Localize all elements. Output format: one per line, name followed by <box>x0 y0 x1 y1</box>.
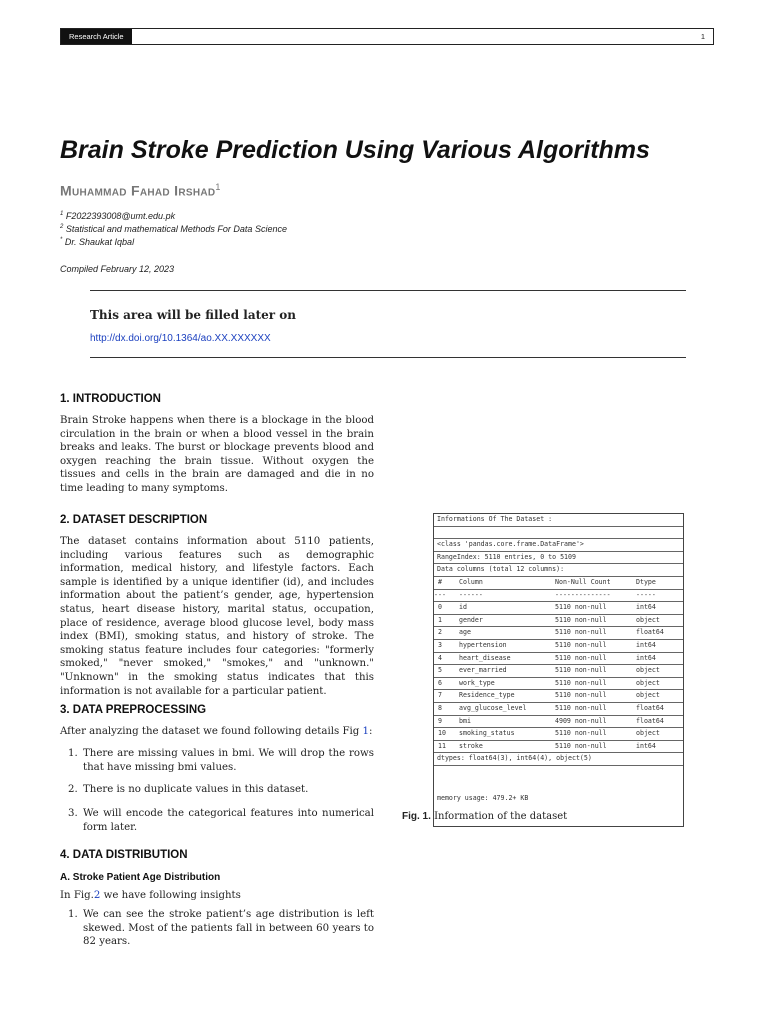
table-cell: 5110 non-null <box>555 678 607 687</box>
table-row <box>434 615 683 628</box>
table-cell: age <box>459 628 471 637</box>
distribution-intro <box>60 889 374 903</box>
dash-cell: -------------- <box>555 590 611 599</box>
list-item-text: There is no duplicate values in this dataset. <box>83 784 309 795</box>
table-row <box>434 678 683 691</box>
distribution-intro-text: In Fig. <box>60 890 94 901</box>
section-heading-dataset: 2. DATASET DESCRIPTION <box>60 514 208 526</box>
header-index: # <box>438 577 442 586</box>
table-cell: float64 <box>636 716 664 725</box>
table-cell: 5110 non-null <box>555 615 607 624</box>
table-row <box>434 728 683 741</box>
table-cell: 5110 non-null <box>555 666 607 675</box>
distribution-intro-end: we have following insights <box>100 890 241 901</box>
table-cell: 6 <box>438 678 442 687</box>
list-item <box>68 747 374 774</box>
table-cell: 4909 non-null <box>555 716 607 725</box>
table-cell: gender <box>459 615 483 624</box>
table-cell: heart_disease <box>459 653 511 662</box>
table-dash-row <box>434 590 683 603</box>
table-memory-line: memory usage: 479.2+ KB <box>437 793 529 802</box>
table-cell: 5 <box>438 666 442 675</box>
abstract-top-rule <box>90 290 686 291</box>
table-class-line: <class 'pandas.core.frame.DataFrame'> <box>434 539 683 552</box>
affiliation-1 <box>60 211 175 221</box>
table-dtypes-line: dtypes: float64(3), int64(4), object(5) <box>434 753 683 766</box>
table-cell: 5110 non-null <box>555 703 607 712</box>
list-item <box>68 807 374 834</box>
table-cell: object <box>636 666 660 675</box>
list-item <box>68 783 374 797</box>
table-cell: 5110 non-null <box>555 653 607 662</box>
table-cell: 7 <box>438 691 442 700</box>
dataset-paragraph: The dataset contains information about 5110 patients, including various features such as demographic information, medical history, and lifestyle factors. Each sample is identified by a unique identifier (id), and includes information about the patient’s gender, age, hypertension status, heart disease history, marital status, occupation, place of residence, average blood glucose level, body mass index (BMI), smoking status, and history of stroke. The smoking status feature includes four categories: "formerly smoked," "never smoked," "smokes," and "unknown." "Unknown" in the smoking status indicates that this information is not available for a particular patient. <box>60 536 374 697</box>
affiliation-2-sup: 2 <box>60 224 64 230</box>
abstract-bottom-rule <box>90 357 686 358</box>
header-non-null: Non-Null Count <box>555 577 611 586</box>
table-cell: 4 <box>438 653 442 662</box>
table-row <box>434 703 683 716</box>
table-cell: 11 <box>438 741 446 750</box>
author-sup: 1 <box>215 182 221 192</box>
subsection-heading-age: A. Stroke Patient Age Distribution <box>60 872 221 883</box>
affiliation-2 <box>60 224 287 234</box>
table-row <box>434 627 683 640</box>
dash-cell: ----- <box>636 590 656 599</box>
table-cell: id <box>459 603 467 612</box>
dash-cell: --- <box>434 590 446 599</box>
table-cell: float64 <box>636 703 664 712</box>
compiled-date: Compiled February 12, 2023 <box>60 264 175 274</box>
table-cell: int64 <box>636 640 656 649</box>
table-cell: 1 <box>438 615 442 624</box>
section-heading-distribution: 4. DATA DISTRIBUTION <box>60 849 188 861</box>
preprocessing-intro <box>60 725 374 739</box>
affiliation-3 <box>60 237 134 247</box>
affiliation-1-sup: 1 <box>60 211 64 217</box>
table-cell: stroke <box>459 741 483 750</box>
table-cell: 5110 non-null <box>555 691 607 700</box>
figure-1-label: Fig. 1. <box>402 811 431 822</box>
table-columns-line: Data columns (total 12 columns): <box>434 564 683 577</box>
table-row <box>434 741 683 754</box>
table-row <box>434 716 683 729</box>
table-cell: hypertension <box>459 640 507 649</box>
list-number: 2. <box>68 784 78 795</box>
header-dtype: Dtype <box>636 577 656 586</box>
header-column: Column <box>459 577 483 586</box>
list-item-text: We can see the stroke patient’s age distribution is left skewed. Most of the patients fall in between 60 years to 82 years. <box>83 909 374 948</box>
introduction-paragraph: Brain Stroke happens when there is a blockage in the blood circulation in the brain or when a blood vessel in the brain breaks and leaks. The burst or blockage prevents blood and oxygen reaching the brain tissue. Without oxygen the tissues and cells in the brain are damaged and die in no time leading to many symptoms. <box>60 415 374 494</box>
table-row <box>434 602 683 615</box>
table-range-line: RangeIndex: 5110 entries, 0 to 5109 <box>434 552 683 565</box>
table-cell: 5110 non-null <box>555 628 607 637</box>
table-row <box>434 640 683 653</box>
abstract-title: This area will be filled later on <box>90 308 297 322</box>
list-number: 1. <box>68 909 78 920</box>
affiliation-3-text: Dr. Shaukat Iqbal <box>64 237 135 247</box>
table-cell: work_type <box>459 678 495 687</box>
figure-1-caption <box>402 811 567 822</box>
section-heading-introduction: 1. INTRODUCTION <box>60 393 161 405</box>
figure-2-reference[interactable]: 2 <box>93 890 101 901</box>
section-heading-preprocessing: 3. DATA PREPROCESSING <box>60 704 207 716</box>
table-cell: ever_married <box>459 666 507 675</box>
affiliation-2-text: Statistical and mathematical Methods For Data Science <box>65 224 287 234</box>
figure-1-reference[interactable]: 1 <box>362 726 370 737</box>
table-cell: Residence_type <box>459 691 515 700</box>
header-bar <box>60 28 714 45</box>
list-item-text: We will encode the categorical features into numerical form later. <box>83 808 374 833</box>
table-cell: bmi <box>459 716 471 725</box>
table-row <box>434 653 683 666</box>
dataset-info-table <box>430 513 684 827</box>
page-number: 1 <box>700 32 705 41</box>
table-cell: 5110 non-null <box>555 741 607 750</box>
table-cell: int64 <box>636 741 656 750</box>
list-item <box>68 908 374 949</box>
table-body <box>434 602 683 753</box>
table-blank-line <box>434 527 683 540</box>
table-row <box>434 690 683 703</box>
list-number: 3. <box>68 808 78 819</box>
table-cell: 3 <box>438 640 442 649</box>
preprocessing-intro-text: After analyzing the dataset we found following details Fig <box>60 726 363 737</box>
list-number: 1. <box>68 748 78 759</box>
table-cell: 2 <box>438 628 442 637</box>
table-row <box>434 665 683 678</box>
table-cell: 5110 non-null <box>555 729 607 738</box>
table-cell: 10 <box>438 729 446 738</box>
table-cell: object <box>636 691 660 700</box>
table-cell: smoking_status <box>459 729 515 738</box>
table-cell: 0 <box>438 603 442 612</box>
author-name-text: Muhammad Fahad Irshad <box>60 182 216 199</box>
table-title-line: Informations Of The Dataset : <box>434 514 683 527</box>
table-cell: int64 <box>636 603 656 612</box>
table-cell: object <box>636 615 660 624</box>
affiliation-1-text: F2022393008@umt.edu.pk <box>65 211 176 221</box>
table-header-row <box>434 577 683 590</box>
table-cell: object <box>636 729 660 738</box>
doi-link[interactable]: http://dx.doi.org/10.1364/ao.XX.XXXXXX <box>90 333 271 344</box>
table-cell: 9 <box>438 716 442 725</box>
affiliation-3-sup: * <box>60 237 63 243</box>
table-cell: 5110 non-null <box>555 640 607 649</box>
table-cell: 8 <box>438 703 442 712</box>
preprocessing-intro-end: : <box>369 726 373 737</box>
article-type-label: Research Article <box>61 29 132 44</box>
paper-title: Brain Stroke Prediction Using Various Algorithms <box>60 136 650 164</box>
table-cell: object <box>636 678 660 687</box>
dash-cell: ------ <box>459 590 483 599</box>
table-cell: int64 <box>636 653 656 662</box>
table-cell: 5110 non-null <box>555 603 607 612</box>
table-cell: avg_glucose_level <box>459 703 527 712</box>
table-cell: float64 <box>636 628 664 637</box>
author-name <box>60 182 221 199</box>
figure-1-caption-text: Information of the dataset <box>430 811 568 822</box>
list-item-text: There are missing values in bmi. We will drop the rows that have missing bmi values. <box>83 748 374 773</box>
